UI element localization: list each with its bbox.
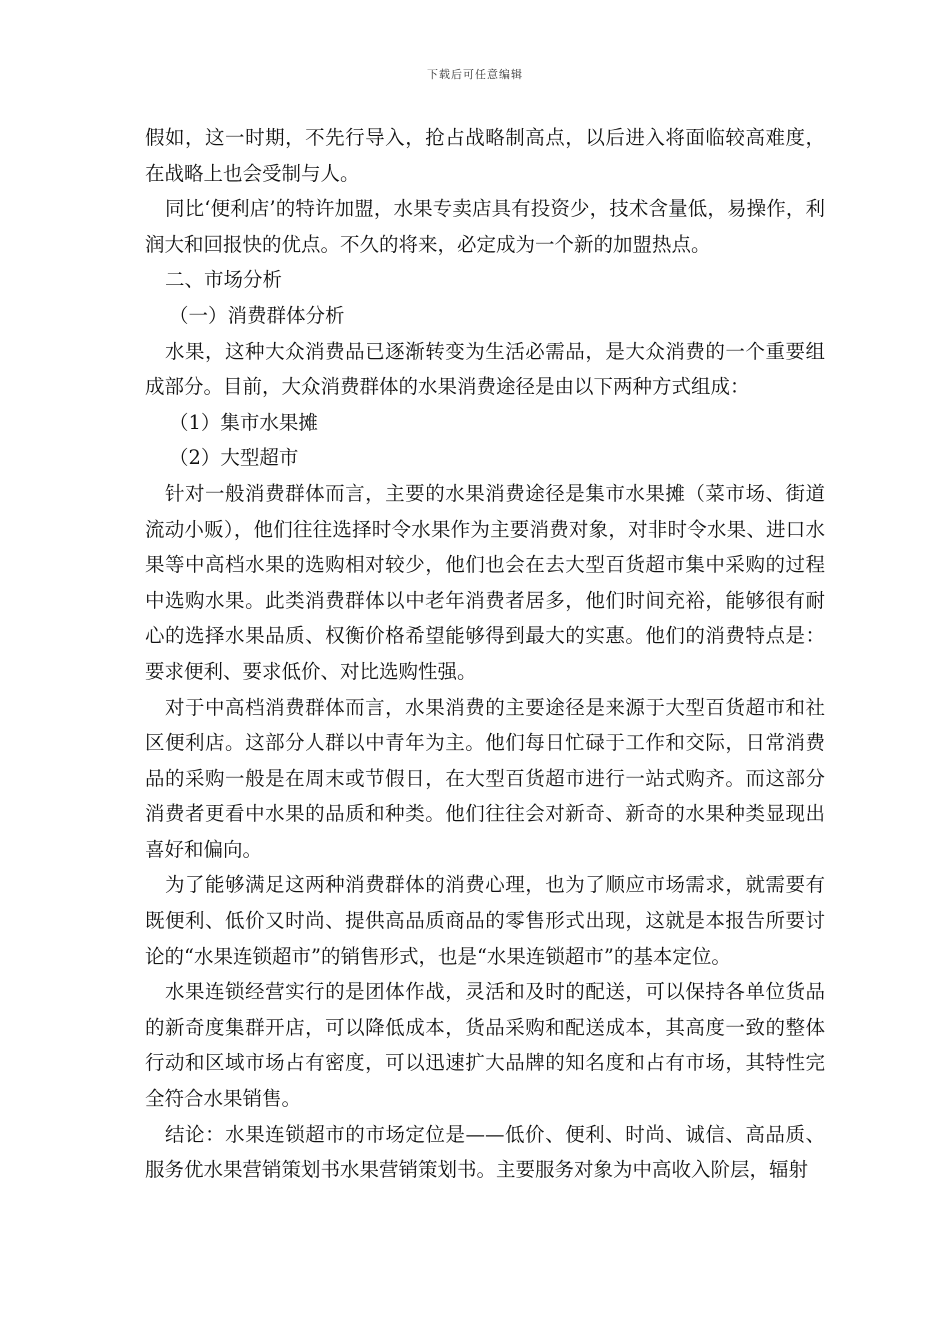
paragraph-general-consumers: 针对一般消费群体而言，主要的水果消费途径是集市水果摊（菜市场、街道流动小贩），他们往往选择时令水果作为主要消费对象，对非时令水果、进口水果等中高档水果的选购相对较少，他们也会在去大型百货超市集中采购的过程中选购水果。此类消费群体以中老年消费者居多，他们时间充裕，能够很有耐心的选择水果品质、权衡价格希望能够得到最大的实惠。他们的消费特点是：要求便利、要求低价、对比选购性强。 [145, 481, 825, 683]
document-body [145, 120, 825, 1188]
paragraph-conclusion: 结论：水果连锁超市的市场定位是——低价、便利、时尚、诚信、高品质、服务优水果营销策划书水果营销策划书。主要服务对象为中高收入阶层，辐射 [145, 1122, 825, 1182]
paragraph-franchise: 同比‘便利店’的特许加盟，水果专卖店具有投资少，技术含量低，易操作，利润大和回报快的优点。不久的将来，必定成为一个新的加盟热点。 [145, 197, 825, 256]
paragraph-consumption-channels: 水果，这种大众消费品已逐渐转变为生活必需品，是大众消费的一个重要组成部分。目前，大众消费群体的水果消费途径是由以下两种方式组成： [145, 339, 825, 399]
paragraph-positioning: 为了能够满足这两种消费群体的消费心理，也为了顺应市场需求，就需要有既便利、低价又时尚、提供高品质商品的零售形式出现，这就是本报告所要讨论的“水果连锁超市”的销售形式，也是“水果连锁超市”的基本定位。 [145, 873, 825, 968]
subsection-heading-consumer-groups: （一）消费群体分析 [169, 303, 345, 327]
list-item-market-stalls: （1）集市水果摊 [169, 410, 318, 434]
list-item-supermarkets: （2）大型超市 [169, 446, 299, 470]
section-heading-market-analysis: 二、市场分析 [165, 268, 283, 292]
paragraph-high-end-consumers: 对于中高档消费群体而言，水果消费的主要途径是来源于大型百货超市和社区便利店。这部分人群以中青年为主。他们每日忙碌于工作和交际，日常消费品的采购一般是在周末或节假日，在大型百货超市进行一站式购齐。而这部分消费者更看中水果的品质和种类。他们往往会对新奇、新奇的水果种类显现出喜好和偏向。 [145, 695, 825, 861]
page-header: 下载后可任意编辑 [427, 68, 523, 81]
paragraph-chain-operation: 水果连锁经营实行的是团体作战，灵活和及时的配送，可以保持各单位货品的新奇度集群开店，可以降低成本，货品采购和配送成本，其高度一致的整体行动和区域市场占有密度，可以迅速扩大品牌的知名度和占有市场，其特性完全符合水果销售。 [145, 980, 825, 1111]
paragraph-intro: 假如，这一时期，不先行导入，抢占战略制高点，以后进入将面临较高难度，在战略上也会受制与人。 [145, 126, 825, 185]
